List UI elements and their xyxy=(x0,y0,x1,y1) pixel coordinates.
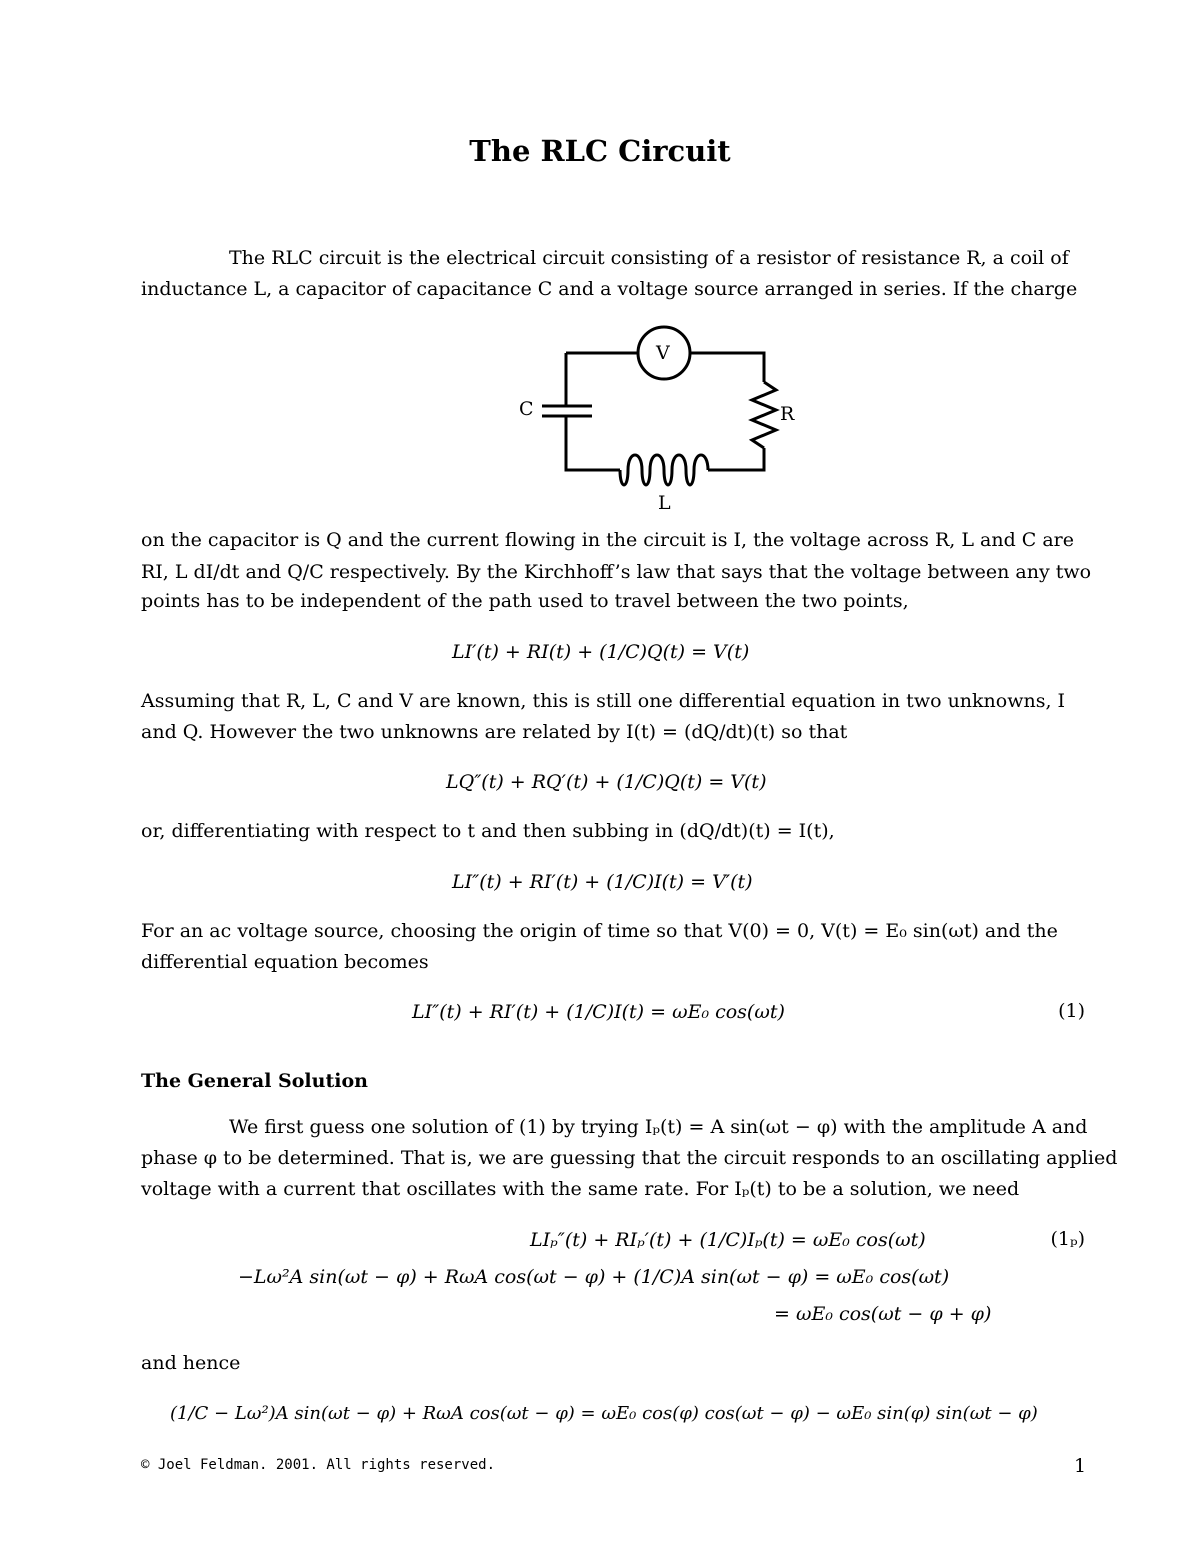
equation-1p-row-1: LIₚ″(t) + RIₚ′(t) + (1/C)Iₚ(t) = ωE₀ cos(ωt) xyxy=(530,1229,926,1251)
section-heading: The General Solution xyxy=(141,1070,368,1092)
circuit-label-r: R xyxy=(780,403,795,425)
equation-1p-row-2: −Lω²A sin(ωt − φ) + RωA cos(ωt − φ) + (1/C)A sin(ωt − φ) = ωE₀ cos(ωt) xyxy=(238,1266,950,1288)
equation-1p-number: (1ₚ) xyxy=(1050,1228,1085,1250)
intro-line-1: The RLC circuit is the electrical circuit consisting of a resistor of resistance R, a coil of xyxy=(229,247,1069,269)
intro-line-2: inductance L, a capacitor of capacitance C and a voltage source arranged in series. If the charge xyxy=(141,278,1078,300)
equation-current: LI″(t) + RI′(t) + (1/C)I(t) = V′(t) xyxy=(452,871,753,893)
wire-right-bottom xyxy=(708,448,764,470)
equation-1p-row-3: = ωE₀ cos(ωt − φ + φ) xyxy=(774,1303,992,1325)
para5-line-2: differential equation becomes xyxy=(141,951,429,973)
copyright-footer: © Joel Feldman. 2001. All rights reserved. xyxy=(141,1457,496,1473)
para4-line: or, differentiating with respect to t and then subbing in (dQ/dt)(t) = I(t), xyxy=(141,820,835,842)
inductor-symbol xyxy=(620,455,708,485)
equation-kirchhoff: LI′(t) + RI(t) + (1/C)Q(t) = V(t) xyxy=(452,641,750,663)
para6-line-3: voltage with a current that oscillates with the same rate. For Iₚ(t) to be a solution, we need xyxy=(141,1178,1020,1200)
para3-line-2: and Q. However the two unknowns are related by I(t) = (dQ/dt)(t) so that xyxy=(141,721,848,743)
para6-line-1: We first guess one solution of (1) by trying Iₚ(t) = A sin(ωt − φ) with the amplitude A and xyxy=(229,1116,1088,1138)
equation-1: LI″(t) + RI′(t) + (1/C)I(t) = ωE₀ cos(ωt) xyxy=(412,1001,785,1023)
page-title: The RLC Circuit xyxy=(469,134,731,168)
circuit-label-l: L xyxy=(658,492,671,514)
para2-line-1: on the capacitor is Q and the current flowing in the circuit is I, the voltage across R, L and C are xyxy=(141,529,1075,551)
para7-line: and hence xyxy=(141,1352,241,1374)
wire-bottom-left xyxy=(566,416,620,470)
equation-charge: LQ″(t) + RQ′(t) + (1/C)Q(t) = V(t) xyxy=(446,771,767,793)
para5-line-1: For an ac voltage source, choosing the origin of time so that V(0) = 0, V(t) = E₀ sin(ωt) and the xyxy=(141,920,1058,942)
resistor-symbol xyxy=(752,382,776,448)
circuit-label-v: V xyxy=(656,342,670,364)
wire-top-right xyxy=(690,353,764,382)
para2-line-2: RI, L dI/dt and Q/C respectively. By the Kirchhoff’s law that says that the voltage between any two xyxy=(141,561,1092,583)
para3-line-1: Assuming that R, L, C and V are known, this is still one differential equation in two unknowns, I xyxy=(141,690,1066,712)
equation-expanded: (1/C − Lω²)A sin(ωt − φ) + RωA cos(ωt − φ) = ωE₀ cos(φ) cos(ωt − φ) − ωE₀ sin(φ) sin(ωt − φ) xyxy=(170,1403,1038,1424)
equation-1-number: (1) xyxy=(1058,1000,1085,1022)
page-number: 1 xyxy=(1074,1455,1087,1477)
para2-line-3: points has to be independent of the path used to travel between the two points, xyxy=(141,590,909,612)
para6-line-2: phase φ to be determined. That is, we are guessing that the circuit responds to an oscillating applied xyxy=(141,1147,1118,1169)
circuit-label-c: C xyxy=(519,398,534,420)
